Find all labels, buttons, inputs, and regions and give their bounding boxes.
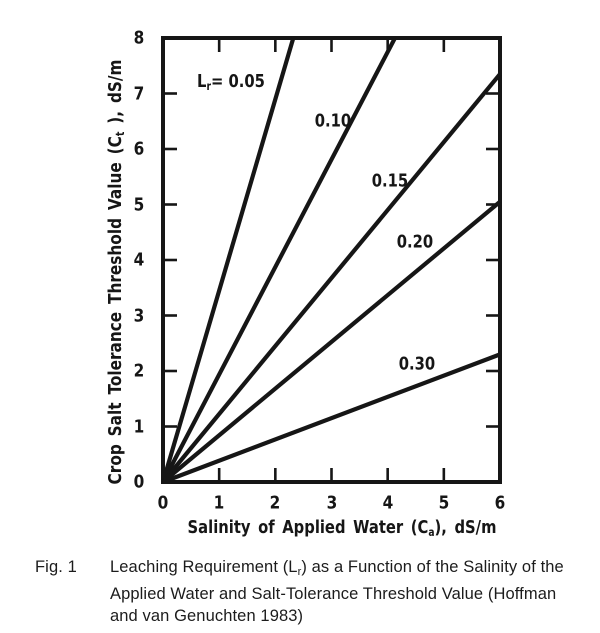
caption-line-1: Leaching Requirement $(L_r)$ as a Function of the Salinity of the — [110, 558, 564, 578]
y-tick-label-8: 8 — [133, 27, 145, 49]
x-axis-title-text: Salinity of Applied Water (C — [187, 516, 429, 538]
caption-text — [110, 556, 580, 627]
x-axis-title — [188, 517, 497, 539]
figure-caption — [35, 556, 580, 627]
x-tick-label-4: 4 — [382, 492, 393, 514]
x-tick-label-2: 2 — [270, 492, 281, 514]
y-axis-title-subscript: t — [114, 131, 128, 137]
x-axis-title-units: ), dS/m — [434, 516, 497, 538]
y-tick-label-1: 1 — [133, 416, 145, 437]
y-axis-title-text: Crop Salt Tolerance Threshold Value (C — [104, 136, 126, 485]
series-line-0.20 — [163, 202, 500, 482]
x-axis-title-subscript: a — [428, 526, 435, 540]
y-tick-label-3: 3 — [133, 305, 145, 326]
y-tick-label-2: 2 — [133, 360, 145, 382]
y-tick-label-5: 5 — [133, 194, 145, 215]
series-label-0.20: 0.20 — [396, 231, 434, 253]
series-label-0.15: 0.15 — [371, 170, 409, 192]
y-tick-label-4: 4 — [133, 249, 145, 271]
series-label-0.10: 0.10 — [314, 110, 352, 132]
x-tick-label-6: 6 — [494, 492, 506, 514]
caption-line-3: and van Genuchten 1983) — [110, 606, 304, 625]
y-axis-title — [105, 60, 127, 485]
series-line-0.15 — [163, 74, 500, 482]
series-line-0.05 — [163, 38, 293, 482]
caption-line-2: Applied Water and Salt-Tolerance Threshold Value (Hoffman — [110, 584, 557, 603]
y-axis-title-units: ), dS/m — [104, 59, 126, 132]
x-tick-label-5: 5 — [438, 492, 450, 514]
x-tick-label-0: 0 — [157, 492, 169, 514]
series-label-0.05: $L_r= 0.05$ — [197, 71, 265, 94]
y-tick-label-7: 7 — [133, 83, 145, 104]
axis-frame — [163, 38, 500, 482]
x-tick-label-1: 1 — [213, 492, 225, 514]
y-tick-label-0: 0 — [133, 471, 145, 493]
x-tick-label-3: 3 — [326, 492, 337, 514]
series-label-0.30: 0.30 — [398, 353, 436, 375]
y-tick-label-6: 6 — [133, 138, 145, 160]
series-line-0.10 — [163, 38, 395, 482]
figure-number: Fig. 1 — [35, 558, 77, 576]
